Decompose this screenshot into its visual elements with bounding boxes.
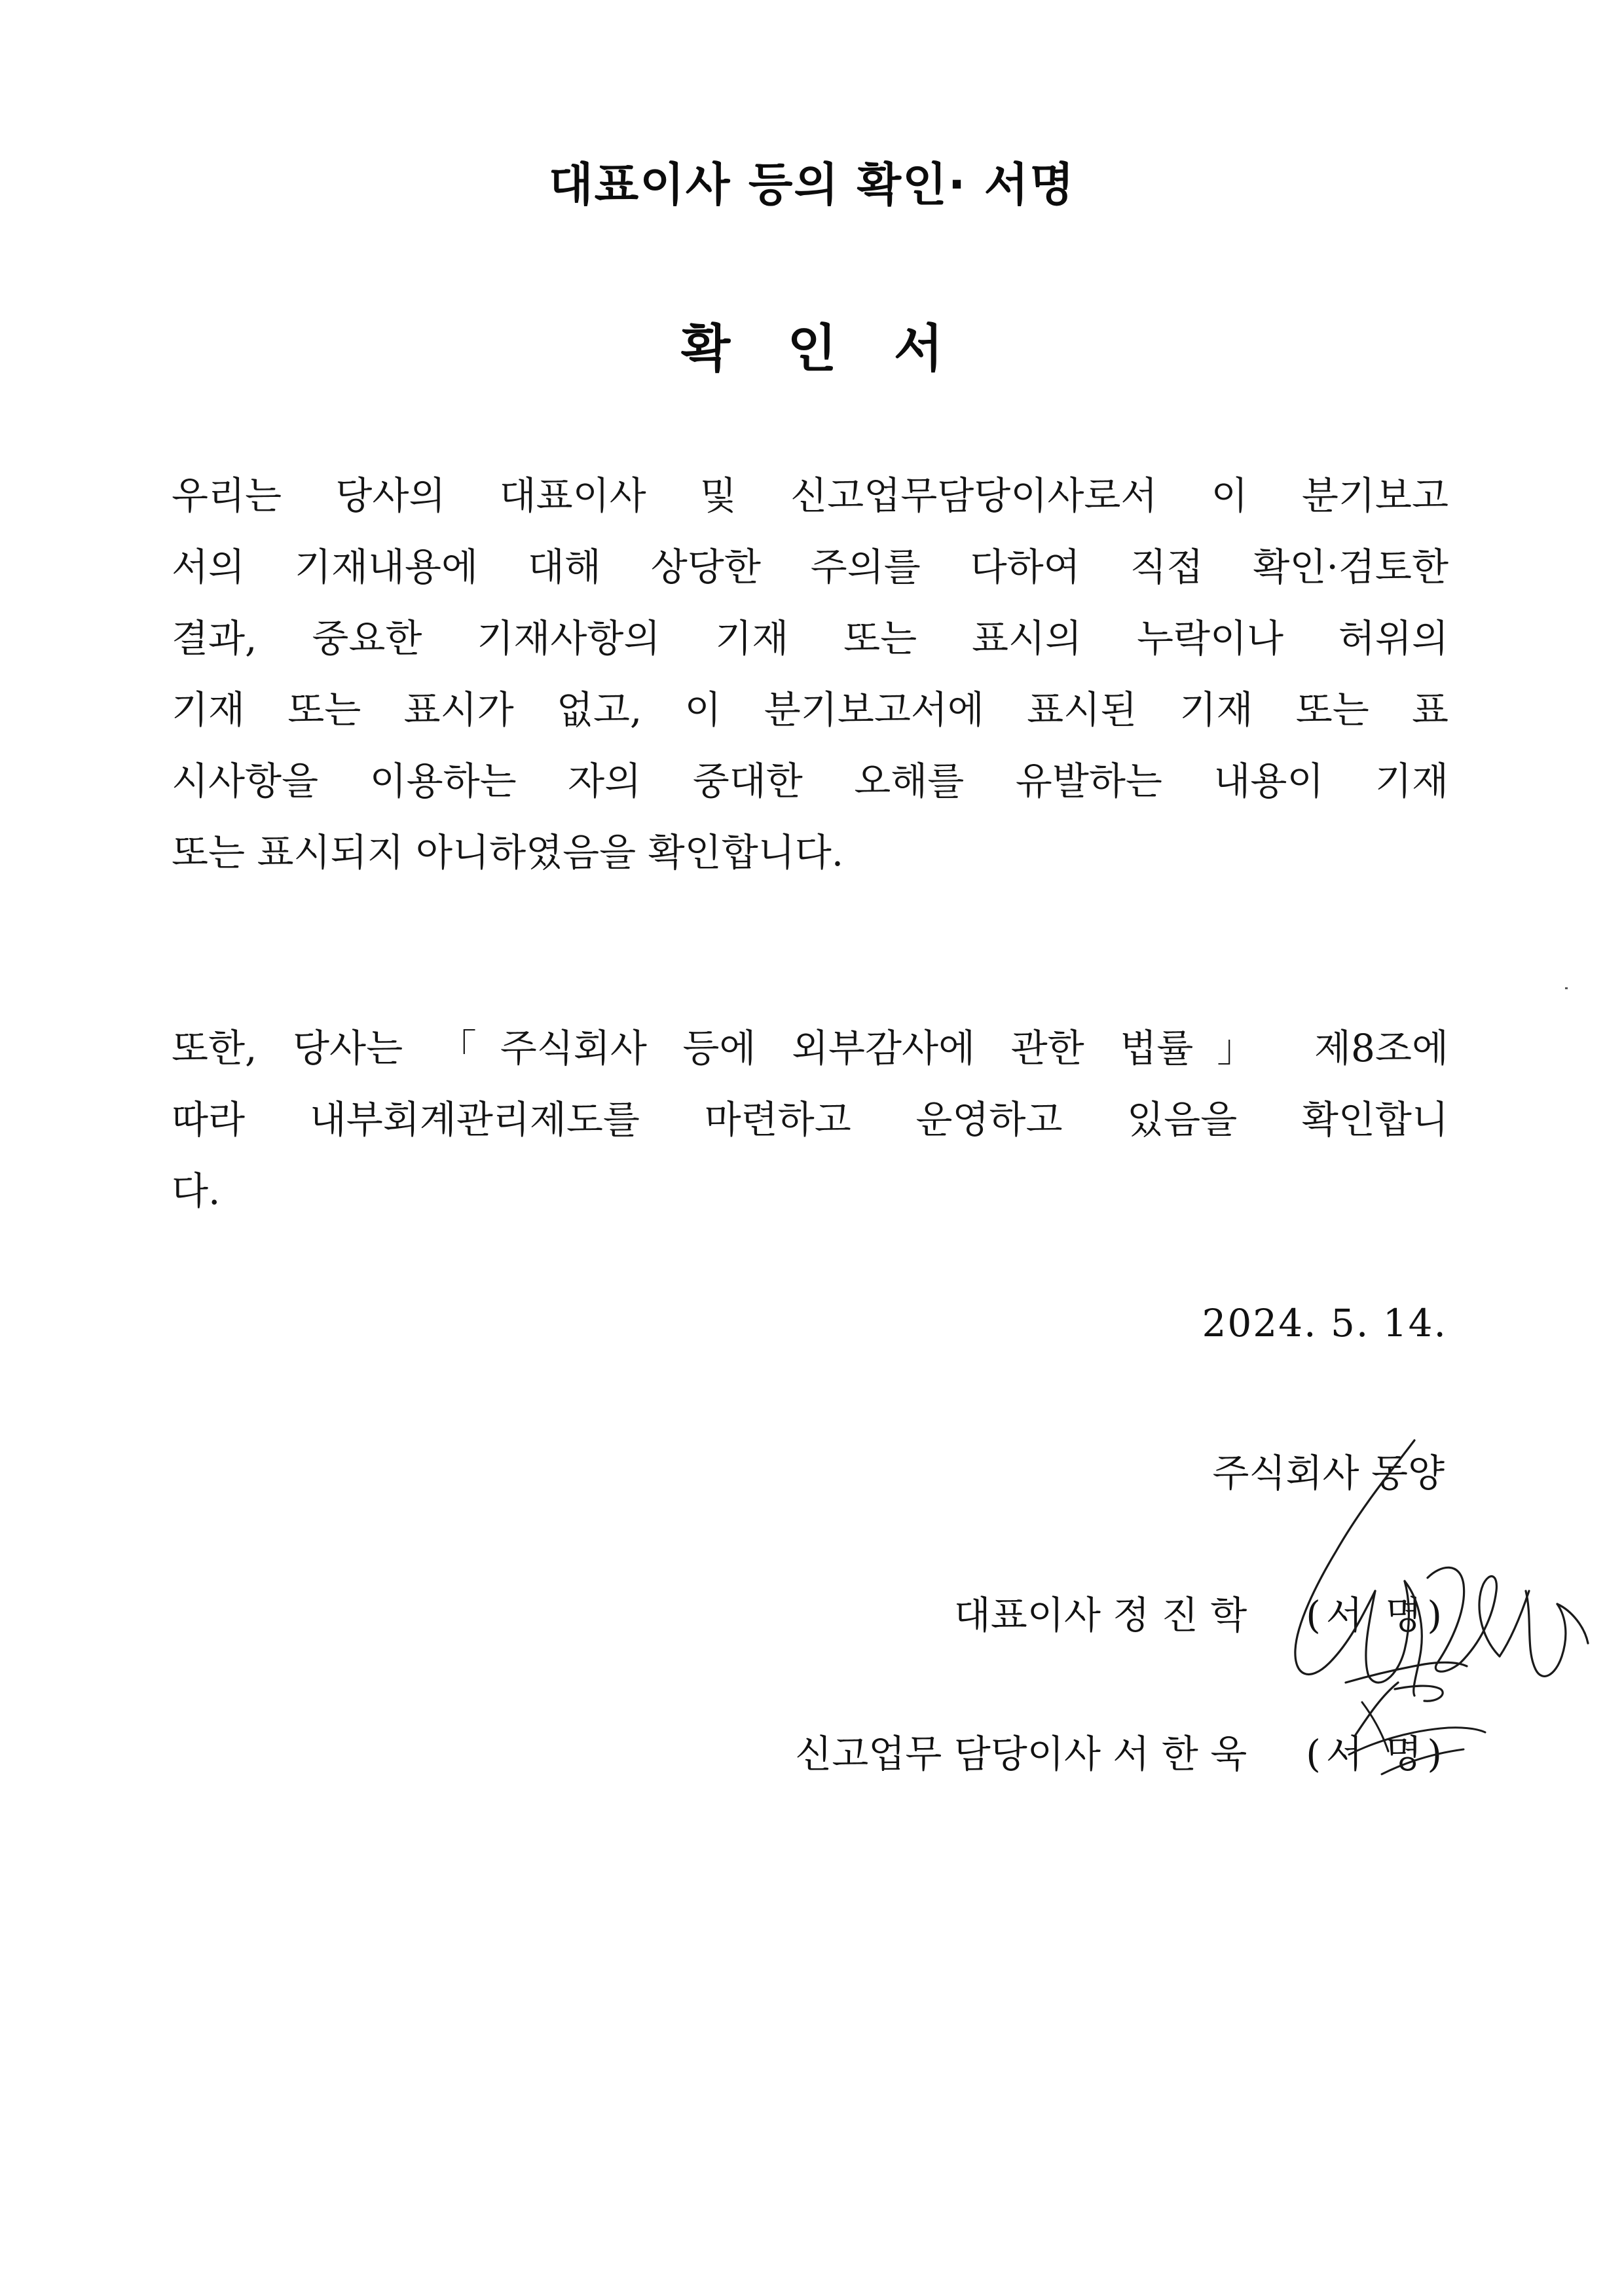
reporting-officer-name: 신고업무 담당이사 서 한 욱 xyxy=(795,1732,1247,1776)
paragraph-line: 따라 내부회계관리제도를 마련하고 운영하고 있음을 확인합니 xyxy=(172,1097,1449,1142)
paragraph-line: 결과, 중요한 기재사항의 기재 또는 표시의 누락이나 허위의 xyxy=(172,616,1449,661)
paragraph-line: 또한, 당사는 「주식회사 등에 외부감사에 관한 법률」 제8조에 xyxy=(172,1026,1449,1070)
reporting-officer-signature-line xyxy=(795,1723,1447,1778)
confirmation-paragraph xyxy=(172,460,1449,888)
ceo-name: 대표이사 정 진 학 xyxy=(953,1593,1247,1637)
document-date: 2024. 5. 14. xyxy=(1202,1301,1447,1345)
signature-mark: (서 명) xyxy=(1306,1593,1447,1637)
company-name: 주식회사 동양 xyxy=(1212,1451,1445,1495)
document-title: 대표이사 등의 확인· 서명 xyxy=(549,158,1075,211)
ceo-signature-line xyxy=(954,1584,1447,1639)
internal-control-paragraph xyxy=(172,1013,1449,1227)
document-subtitle: 확 인 서 xyxy=(680,319,963,378)
scan-speck xyxy=(1565,987,1568,989)
paragraph-line: 기재 또는 표시가 없고, 이 분기보고서에 표시된 기재 또는 표 xyxy=(172,687,1449,732)
paragraph-line: 우리는 당사의 대표이사 및 신고업무담당이사로서 이 분기보고 xyxy=(172,473,1449,518)
paragraph-line: 시사항을 이용하는 자의 중대한 오해를 유발하는 내용이 기재 xyxy=(172,759,1449,803)
signature-mark: (서 명) xyxy=(1306,1732,1447,1776)
paragraph-line: 다. xyxy=(172,1169,221,1213)
paragraph-line: 서의 기재내용에 대해 상당한 주의를 다하여 직접 확인·검토한 xyxy=(172,545,1449,589)
paragraph-line: 또는 표시되지 아니하였음을 확인합니다. xyxy=(172,830,844,875)
